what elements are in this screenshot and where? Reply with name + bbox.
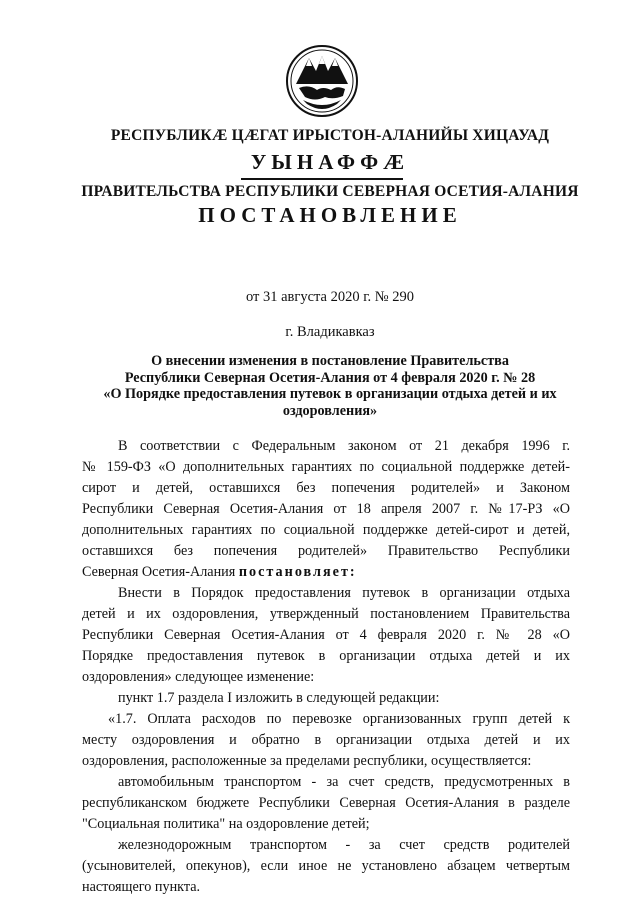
body-line: «1.7. Оплата расходов по перевозке организованных групп детей к <box>108 711 570 727</box>
body-line: автомобильным транспортом - за счет средств, предусмотренных в <box>118 774 570 790</box>
body-line: месту оздоровления и обратно в организации отдыха детей и их <box>82 732 570 748</box>
body-line: настоящего пункта. <box>82 879 201 895</box>
body-line <box>82 564 570 581</box>
subject-line: Республики Северная Осетия-Алания от 4 февраля 2020 г. № 28 <box>124 369 536 386</box>
body-line: оставшихся без попечения родителей» Правительство Республики <box>82 543 570 559</box>
body-line: сирот и детей, оставшихся без попечения родителей» и Законом <box>82 480 570 496</box>
subject-line: «О Порядке предоставления путевок в организации отдыха детей и их <box>103 386 557 402</box>
document-type-title: ПОСТАНОВЛЕНИЕ <box>198 203 462 227</box>
body-line: Республики Северная Осетия-Алания от 4 февраля 2020 г. № 28 «О <box>82 627 570 643</box>
body-text: Северная Осетия-Алания <box>82 564 239 580</box>
republic-name-ossetian: РЕСПУБЛИКÆ ЦÆГАТ ИРЫСТОН-АЛАНИЙЫ ХИЦАУАД <box>110 127 550 144</box>
body-line: пункт 1.7 раздела I изложить в следующей редакции: <box>118 690 440 706</box>
body-line: дополнительных гарантиях по социальной поддержке детей-сирот и детей, <box>82 522 570 538</box>
body-line: № 159-ФЗ «О дополнительных гарантиях по социальной поддержке детей- <box>82 459 570 475</box>
body-line: Порядке предоставления путевок в организации отдыха детей и их <box>82 648 570 664</box>
body-line: оздоровления, расположенные за пределами республики, осуществляется: <box>82 753 532 769</box>
government-name-russian: ПРАВИТЕЛЬСТВА РЕСПУБЛИКИ СЕВЕРНАЯ ОСЕТИЯ-АЛАНИЯ <box>81 183 579 200</box>
operative-word: постановляет: <box>238 564 357 580</box>
document-city: г. Владикавказ <box>285 324 375 340</box>
body-line: (усыновителей, опекунов), если иное не установлено абзацем четвертым <box>82 858 570 874</box>
body-line: Внести в Порядок предоставления путевок в организации отдыха <box>118 585 570 601</box>
body-line: детей и их оздоровления, утвержденный постановлением Правительства <box>82 606 570 622</box>
body-line: оздоровления» следующее изменение: <box>82 669 315 685</box>
title-ossetian: УЫНАФФÆ <box>250 150 410 174</box>
body-line: железнодорожным транспортом - за счет средств родителей <box>118 837 570 853</box>
subject-line: О внесении изменения в постановление Правительства <box>151 353 509 369</box>
body-line: В соответствии с Федеральным законом от 21 декабря 1996 г. <box>118 438 570 454</box>
body-line: "Социальная политика" на оздоровление детей; <box>82 816 370 832</box>
body-line: республиканском бюджете Республики Северная Осетия-Алания в разделе <box>82 795 570 811</box>
body-line: Республики Северная Осетия-Алания от 18 апреля 2007 г. №17-РЗ «О <box>82 501 570 517</box>
document-date-number: от 31 августа 2020 г. № 290 <box>245 289 415 305</box>
subject-line: оздоровления» <box>282 402 378 419</box>
